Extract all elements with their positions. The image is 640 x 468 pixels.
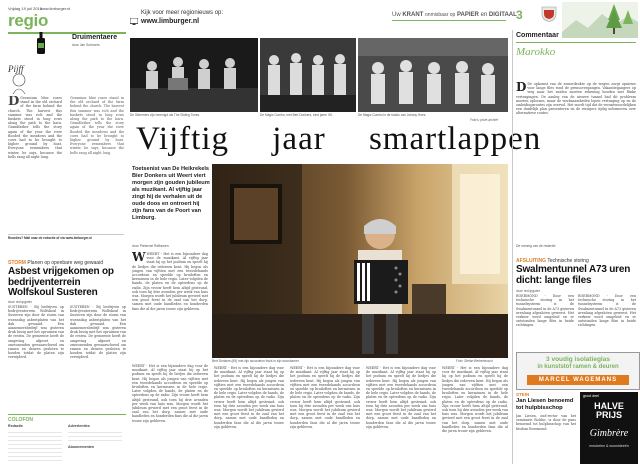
section-title: regio — [8, 11, 49, 30]
photo-magic-combo-studio — [358, 38, 508, 112]
main-body-col6: WEERT - Het is een bijzondere dag voor de muzikant. Al vijftig jaar staat hij op het podium en speelt hij de liedjes die iedereen kent. Hij begon als jongen van vijftien met een tweedehands accordeon en speelde op bruiloften en kermissen in de hele regio. Later volgden de bands, de platen en de optredens op de radio. Zijn vrouw heeft hem altijd gesteund, ook toen hij drie avonden per week van huis was. Morgen wordt het jubileum gevierd met een groot feest in de zaal van het dorp, samen met oude bandleden en honderden fans die al die jaren trouw zijn gebleven. — [442, 366, 508, 434]
commentaar-body — [516, 82, 636, 242]
left-story-tag-rest: Planen op openbare weg gewaaid — [27, 260, 103, 266]
tv-icon — [130, 10, 138, 17]
main-body-col1 — [132, 252, 208, 358]
commentaar-body-text: De opkomst van de zomerdrukte op de wegen zorgt opnieuw voor lange files rond de grensovergangen. Vakantiegangers op weg naar het zuiden moeten rekening houden met flinke vertragingen. De aanleg van de nieuwe tunnel had dit probleem moeten oplossen, maar de werkzaamheden lopen vertraging op en de omleidingsroutes zijn overvol. Het wordt tijd dat de verantwoordelijken een duidelijk plan presenteren en de reizigers tijdig informeren over alternatieve routes. — [516, 82, 636, 116]
ad-isolatie-line1: 3 voudig isolatieglas — [546, 356, 610, 363]
page-number: 3 — [516, 8, 523, 22]
right-story-headline: Swalmentunnel A73 uren dicht: lange files — [516, 264, 631, 286]
left-story-author: door red.ipgoter — [8, 300, 32, 304]
ad-isolatie-brand: MARCEL WAGEMANS — [527, 375, 629, 385]
ad-isolatie-line2: in kunststof ramen & deuren — [537, 364, 619, 370]
masthead-site[interactable]: www.limburger.nl — [40, 6, 71, 11]
commentaar-dropcap: D — [516, 82, 527, 94]
bottle-icon — [36, 32, 46, 54]
tagline-mid: onmisbaar op — [425, 12, 456, 18]
bottom-right-tag: STEIN — [516, 392, 530, 397]
main-body-col1-text: WEERT - Het is een bijzondere dag voor de muzikant. Al vijftig jaar staat hij op het podium en speelt hij de liedjes die iedereen kent. Hij begon als jongen van vijftien met een tweedehands accordeon en speelde op bruiloften en kermissen in de hele regio. Later volgden de bands, de platen en de optredens op de radio. Zijn vrouw heeft hem altijd gesteund, ook toen hij drie avonden per week van huis was. Morgen wordt het jubileum gevierd met een groot feest in de zaal van het dorp, samen met oude bandleden en honderden fans die al die jaren trouw zijn gebleven. — [132, 252, 208, 311]
left-story-col1: SUSTEREN - Bij bedrijven op bedrijventerrein Wolfskoul in Susteren zijn door de storm van woensdag asbestplaten van het dak gewaaid. Een aannemersbedrijf was gisteren druk bezig met het opruimen van de resten. De gemeente heeft de omgeving afgezet en omwonenden gewaarschuwd om ramen en deuren gesloten te houden totdat de platen zijn verwijderd. — [8, 305, 64, 360]
colofon-lines-right — [68, 430, 122, 443]
tagline-rule — [392, 20, 506, 21]
promo-line1: Kijk voor meer regionieuws op: — [141, 10, 224, 16]
masthead-date: Vrijdag 19 juli 2013 — [8, 6, 42, 11]
ad-gimbrere-brand: Gimbrère — [589, 428, 629, 439]
main-body-col4: WEERT - Het is een bijzondere dag voor de muzikant. Al vijftig jaar staat hij op het podium en speelt hij de liedjes die iedereen kent. Hij begon als jongen van vijftien met een tweedehands accordeon en speelde op bruiloften en kermissen in de hele regio. Later volgden de bands, de platen en de optredens op de radio. Zijn vrouw heeft hem altijd gesteund, ook toen hij drie avonden per week van huis was. Morgen wordt het jubileum gevierd met een groot feest in de zaal van het dorp, samen met oude bandleden en honderden fans die al die jaren trouw zijn gebleven. — [290, 366, 360, 429]
bottom-right-headline: Jan Liesen benoemd tot hulpbisschop — [516, 398, 574, 411]
colofon-title: COLOFON — [8, 417, 33, 423]
photo-bert-donkers — [212, 164, 508, 358]
tagline-brand: KRANT — [402, 12, 424, 18]
trees-illustration — [562, 2, 638, 38]
ad-gimbrere-sub: meubelen & woonideeën — [589, 444, 629, 448]
coat-of-arms-icon — [540, 6, 558, 22]
photo-sliding-tones — [130, 38, 258, 112]
right-story-author: door red.ipgoter — [516, 289, 540, 293]
right-story-tag-rest: Technische storing — [547, 258, 589, 264]
right-story-col2: ROERMOND - Door een technische storing in het tunnelsysteem is de Swalmentunnel in de A73 gisteren urenlang afgesloten geweest. Het verkeer werd omgeleid en er ontstonden lange files in beide richtingen. — [578, 294, 636, 328]
dropcap: D — [8, 96, 20, 109]
ad-gimbrere-tag: groot deel — [583, 394, 599, 398]
commentaar-footer: De mening van de redactie — [516, 244, 556, 248]
tagline-digital: DIGITAAL — [488, 12, 517, 18]
colofon-advertenties: Advertenties — [68, 424, 90, 428]
ad-gimbrere-top: HALVE PRIJS — [594, 401, 624, 420]
photo-magic-combo-stage — [260, 38, 356, 112]
ad-isolatieglas[interactable] — [516, 352, 640, 390]
bottom-right-body: Jan Liesen, oud-rector van het seminarie Rolduc, is door de paus benoemd tot hulpbisschop van het bisdom Roermond. — [516, 414, 576, 431]
left-story-col2: SUSTEREN - Bij bedrijven op bedrijventerrein Wolfskoul in Susteren zijn door de storm van woensdag asbestplaten van het dak gewaaid. Een aannemersbedrijf was gisteren druk bezig met het opruimen van de resten. De gemeente heeft de omgeving afgezet en omwonenden gewaarschuwd om ramen en deuren gesloten te houden totdat de platen zijn verwijderd. — [70, 305, 126, 360]
left-body-text: Geranium blue roses stand in the old orchard of the farm behind the church. The harvest this summer was rich and the baskets stood in long rows along the path to the barn. Grandfather tells the story again of the year the river flooded the meadows and the cows had to be brought to higher ground by boat. Everyone remembers that winter, he says, because the bells rang all night long. — [8, 96, 62, 159]
main-author: door Pieternel Reffamen — [132, 244, 169, 248]
main-body-col5: WEERT - Het is een bijzondere dag voor de muzikant. Al vijftig jaar staat hij op het podium en speelt hij de liedjes die iedereen kent. Hij begon als jongen van vijftien met een tweedehands accordeon en speelde op bruiloften en kermissen in de hele regio. Later volgden de bands, de platen en de optredens op de radio. Zijn vrouw heeft hem altijd gesteund, ook toen hij drie avonden per week van huis was. Morgen wordt het jubileum gevierd met een groot feest in de zaal van het dorp, samen met oude bandleden en honderden fans die al die jaren trouw zijn gebleven. — [366, 366, 436, 429]
right-column-divider — [512, 30, 513, 464]
colofon-lines-left — [8, 430, 62, 462]
main-photo-caption: Bert Donkers (69) met zijn accordeon thuis in zijn woonkamer. — [212, 359, 300, 363]
commentaar-label: Commentaar — [516, 32, 559, 39]
left-body-continued: Geranium blue roses stand in the old orchard of the farm behind the church. The harvest this summer was rich and the baskets stood in long rows along the path to the barn. Grandfather tells the story again of the year the river flooded the meadows and the cows had to be brought to higher ground by boat. Everyone remembers that winter, he says, because the bells rang all night long. — [70, 96, 124, 155]
right-story-tag: AFSLUITING — [516, 258, 546, 264]
colofon-abonnementen: Abonnementen — [68, 445, 95, 449]
tagline-and: en — [480, 12, 488, 18]
photo-credit: Foto's: privé-archief — [470, 118, 498, 122]
main-photo-credit: Foto: Stefan Berkenbosch — [456, 359, 493, 363]
promo-link[interactable]: www.limburger.nl — [141, 18, 200, 25]
main-body-col2: WEERT - Het is een bijzondere dag voor de muzikant. Al vijftig jaar staat hij op het podium en speelt hij de liedjes die iedereen kent. Hij begon als jongen van vijftien met een tweedehands accordeon en speelde op bruiloften en kermissen in de hele regio. Later volgden de bands, de platen en de optredens op de radio. Zijn vrouw heeft hem altijd gesteund, ook toen hij drie avonden per week van huis was. Morgen wordt het jubileum gevierd met een groot feest in de zaal van het dorp, samen met oude bandleden en honderden fans die al die jaren trouw zijn gebleven. — [132, 364, 208, 423]
ad-gimbrere[interactable] — [580, 392, 638, 464]
left-article-label: Druimentaere — [72, 34, 118, 41]
photo-caption-2: De Magic Combo, met Bert Donkers, eind jaren '60. — [260, 113, 333, 117]
main-headline: Vijftig jaar smartlappen — [136, 121, 542, 157]
tagline-paper: PAPIER — [456, 12, 479, 18]
left-story-headline: Asbest vrijgekomen op bedrijventerrein Wolfskoul Susteren — [8, 266, 114, 298]
main-dropcap: W — [132, 252, 146, 264]
commentaar-rule — [516, 42, 636, 43]
left-story-tag: STORM — [8, 260, 26, 266]
left-article-divider — [8, 234, 124, 235]
colofon-box — [8, 414, 126, 465]
left-article-author: door Jan Schruers — [72, 43, 100, 47]
photo-caption-1: De Skimmers zijn herenigd als The Sliding Tones. — [130, 113, 201, 117]
main-body-col3: WEERT - Het is een bijzondere dag voor de muzikant. Al vijftig jaar staat hij op het podium en speelt hij de liedjes die iedereen kent. Hij begon als jongen van vijftien met een tweedehands accordeon en speelde op bruiloften en kermissen in de hele regio. Later volgden de bands, de platen en de optredens op de radio. Zijn vrouw heeft hem altijd gesteund, ook toen hij drie avonden per week van huis was. Morgen wordt het jubileum gevierd met een groot feest in de zaal van het dorp, samen met oude bandleden en honderden fans die al die jaren trouw zijn gebleven. — [214, 366, 284, 429]
main-intro: Toetsenist van De Heikrekels Bier Donkers uit Weert viert morgen zijn gouden jubileum als muzikant. Al vijftig jaar zingt hij de verhalen uit de oude doos en ontroert hij zijn fans van de Poort van Limburg. — [132, 166, 210, 221]
left-article-body — [8, 96, 124, 232]
paper-tagline — [392, 12, 517, 18]
tagline-pre: Uw — [392, 12, 401, 18]
photo-caption-3: De Magic Combo in de studio van Johnny Hoes. — [358, 113, 427, 117]
illustration-face — [10, 72, 28, 94]
commentaar-subject: Marokko — [516, 46, 556, 58]
left-article-sublabel: Pijff — [8, 64, 24, 74]
right-story-col1: ROERMOND - Door een technische storing in het tunnelsysteem is de Swalmentunnel in de A73 gisteren urenlang afgesloten geweest. Het verkeer werd omgeleid en er ontstonden lange files in beide richtingen. — [516, 294, 574, 328]
left-story-body — [8, 305, 126, 415]
left-article-footer: Reacties? Mail naar de redactie of via www.limburger.nl — [8, 236, 93, 240]
colofon-redactie: Redactie — [8, 424, 23, 428]
